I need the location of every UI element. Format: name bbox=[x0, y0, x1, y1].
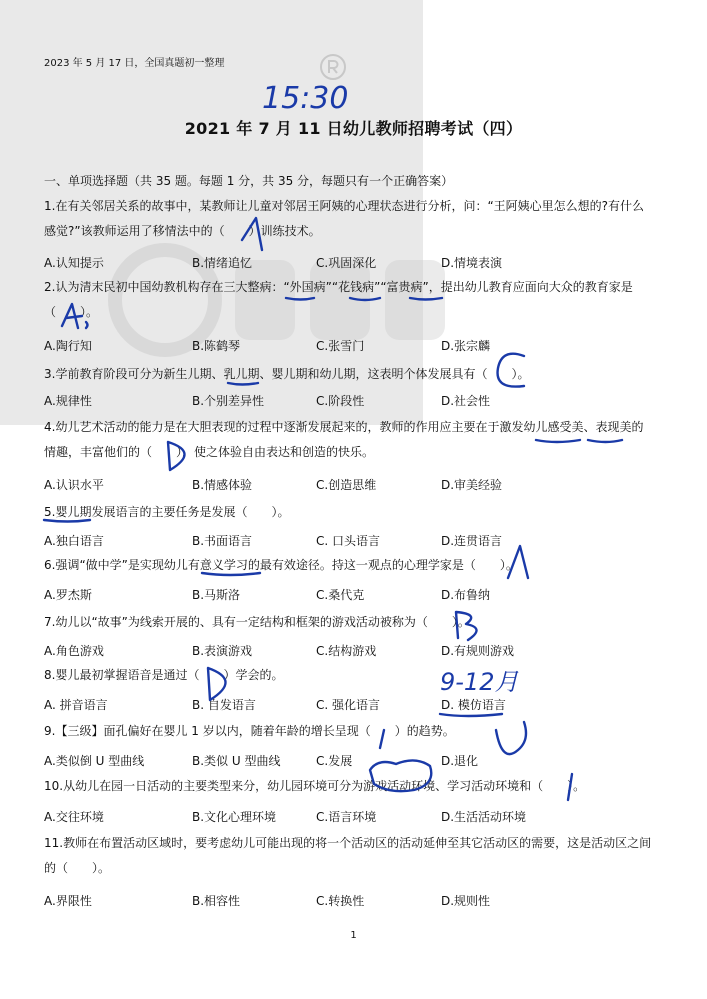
option-b[interactable]: B.个别差异性 bbox=[192, 394, 265, 408]
question-line: 7.幼儿以“故事”为线索开展的、具有一定结构和框架的游戏活动被称为（ ）。 bbox=[44, 615, 470, 629]
option-d[interactable]: D. 模仿语言 bbox=[441, 698, 506, 712]
options-4 bbox=[44, 476, 664, 496]
options-3 bbox=[44, 392, 664, 412]
question-5 bbox=[44, 500, 664, 525]
section-heading: 一、单项选择题（共 35 题。每题 1 分，共 35 分，每题只有一个正确答案） bbox=[44, 174, 454, 188]
option-a[interactable]: A.交往环境 bbox=[44, 810, 104, 824]
option-a[interactable]: A.独白语言 bbox=[44, 534, 104, 548]
option-b[interactable]: B.相容性 bbox=[192, 894, 241, 908]
option-b[interactable]: B.马斯洛 bbox=[192, 588, 241, 602]
options-10 bbox=[44, 808, 664, 828]
option-c[interactable]: C.发展 bbox=[316, 754, 353, 768]
option-b[interactable]: B.情感体验 bbox=[192, 478, 253, 492]
question-9 bbox=[44, 719, 664, 744]
question-2 bbox=[44, 275, 664, 325]
option-a[interactable]: A.认知提示 bbox=[44, 256, 104, 270]
options-6 bbox=[44, 586, 664, 606]
option-c[interactable]: C.张雪门 bbox=[316, 339, 365, 353]
option-a[interactable]: A.认识水平 bbox=[44, 478, 104, 492]
option-b[interactable]: B.情绪追忆 bbox=[192, 256, 253, 270]
question-line: 感觉?”该教师运用了移情法中的（ ）训练技术。 bbox=[44, 224, 321, 238]
option-c[interactable]: C.桑代克 bbox=[316, 588, 365, 602]
option-b[interactable]: B.书面语言 bbox=[192, 534, 253, 548]
option-c[interactable]: C.结构游戏 bbox=[316, 644, 377, 658]
option-a[interactable]: A.类似倒 U 型曲线 bbox=[44, 754, 145, 768]
option-d[interactable]: D.情境表演 bbox=[441, 256, 503, 270]
handwritten-time: 15:30 bbox=[262, 81, 349, 116]
option-b[interactable]: B. 自发语言 bbox=[192, 698, 256, 712]
options-7 bbox=[44, 642, 664, 662]
option-d[interactable]: D.退化 bbox=[441, 754, 479, 768]
options-11 bbox=[44, 892, 664, 912]
question-line: 4.幼儿艺术活动的能力是在大胆表现的过程中逐渐发展起来的，教师的作用应主要在于激发幼儿感受美、表现美的 bbox=[44, 420, 644, 434]
question-line: 情趣，丰富他们的（ ），使之体验自由表达和创造的快乐。 bbox=[44, 445, 375, 459]
question-line: 11.教师在布置活动区域时，要考虑幼儿可能出现的将一个活动区的活动延伸至其它活动区的需要，这是活动区之间 bbox=[44, 836, 652, 850]
option-d[interactable]: D.社会性 bbox=[441, 394, 491, 408]
question-8 bbox=[44, 663, 664, 688]
option-c[interactable]: C.转换性 bbox=[316, 894, 365, 908]
question-7 bbox=[44, 610, 664, 635]
question-line: 3.学前教育阶段可分为新生儿期、乳儿期、婴儿期和幼儿期，这表明个体发展具有（ ）。 bbox=[44, 367, 530, 381]
option-a[interactable]: A. 拼音语言 bbox=[44, 698, 108, 712]
option-d[interactable]: D.张宗麟 bbox=[441, 339, 491, 353]
question-10 bbox=[44, 774, 664, 799]
option-c[interactable]: C.语言环境 bbox=[316, 810, 377, 824]
question-line: 9.【三级】面孔偏好在婴儿 1 岁以内，随着年龄的增长呈现（ ）的趋势。 bbox=[44, 724, 455, 738]
page-number: 1 bbox=[350, 930, 357, 941]
option-a[interactable]: A.陶行知 bbox=[44, 339, 92, 353]
question-line: 5.婴儿期发展语言的主要任务是发展（ ）。 bbox=[44, 505, 290, 519]
question-line: 6.强调“做中学”是实现幼儿有意义学习的最有效途径。持这一观点的心理学家是（ ）。 bbox=[44, 558, 518, 572]
option-c[interactable]: C. 强化语言 bbox=[316, 698, 381, 712]
option-a[interactable]: A.规律性 bbox=[44, 394, 92, 408]
question-3 bbox=[44, 362, 664, 387]
options-8 bbox=[44, 696, 664, 716]
options-5 bbox=[44, 532, 664, 552]
question-6 bbox=[44, 553, 664, 578]
option-c[interactable]: C. 口头语言 bbox=[316, 534, 381, 548]
question-line: 的（ ）。 bbox=[44, 861, 111, 875]
option-d[interactable]: D.审美经验 bbox=[441, 478, 503, 492]
question-line: 10.从幼儿在园一日活动的主要类型来分，幼儿园环境可分为游戏活动环境、学习活动环境和（ ）。 bbox=[44, 779, 586, 793]
options-9 bbox=[44, 752, 664, 772]
header-date: 2023 年 5 月 17 日，全国真题初一整理 bbox=[44, 58, 225, 69]
option-d[interactable]: D.规则性 bbox=[441, 894, 491, 908]
handwritten-age-note: 9-12月 bbox=[440, 668, 519, 696]
option-d[interactable]: D.有规则游戏 bbox=[441, 644, 515, 658]
question-line: 1.在有关邻居关系的故事中，某教师让儿童对邻居王阿姨的心理状态进行分析，问：“王阿姨心里怎么想的?有什么 bbox=[44, 199, 645, 213]
question-line: 8.婴儿最初掌握语音是通过（ ）学会的。 bbox=[44, 668, 284, 682]
option-b[interactable]: B.陈鹤琴 bbox=[192, 339, 241, 353]
option-d[interactable]: D.生活活动环境 bbox=[441, 810, 527, 824]
question-line: （ ）。 bbox=[44, 305, 99, 319]
question-11 bbox=[44, 831, 664, 881]
option-d[interactable]: D.布鲁纳 bbox=[441, 588, 491, 602]
option-b[interactable]: B.表演游戏 bbox=[192, 644, 253, 658]
option-a[interactable]: A.角色游戏 bbox=[44, 644, 104, 658]
option-c[interactable]: C.巩固深化 bbox=[316, 256, 377, 270]
option-a[interactable]: A.罗杰斯 bbox=[44, 588, 92, 602]
page-title: 2021 年 7 月 11 日幼儿教师招聘考试（四） bbox=[184, 119, 523, 138]
option-c[interactable]: C.阶段性 bbox=[316, 394, 365, 408]
option-b[interactable]: B.类似 U 型曲线 bbox=[192, 754, 281, 768]
registered-mark-icon bbox=[318, 52, 348, 82]
option-a[interactable]: A.界限性 bbox=[44, 894, 92, 908]
option-d[interactable]: D.连贯语言 bbox=[441, 534, 503, 548]
options-2 bbox=[44, 337, 664, 357]
question-line: 2.认为清末民初中国幼教机构存在三大整病：“外国病”“花钱病”“富贵病”，提出幼儿教育应面向大众的教育家是 bbox=[44, 280, 633, 294]
option-b[interactable]: B.文化心理环境 bbox=[192, 810, 277, 824]
options-1 bbox=[44, 254, 664, 274]
question-1 bbox=[44, 194, 664, 244]
option-c[interactable]: C.创造思维 bbox=[316, 478, 377, 492]
question-4 bbox=[44, 415, 664, 465]
